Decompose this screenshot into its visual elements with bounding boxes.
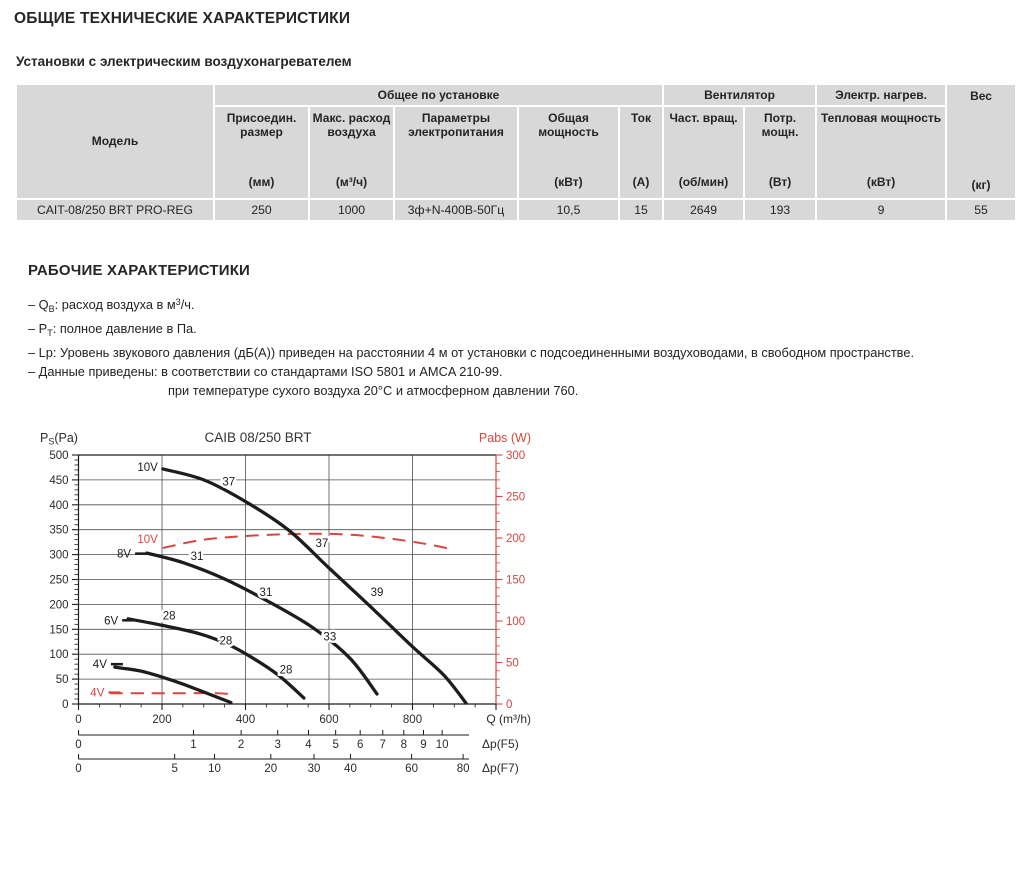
speed-label-4V: 4V [92,659,107,672]
dp-f5-axis-tick-label: 1 [190,739,197,751]
cell-heat-power: 9 [816,199,946,221]
y-right-tick-label: 200 [506,533,526,545]
x-tick-label: 600 [319,714,339,726]
cell-consumed-power: 193 [744,199,816,221]
weight-unit: (кг) [971,177,991,192]
group-header-unit-total: Общее по установке [214,84,663,106]
col-header-model: Модель [16,84,214,199]
note-line-1: – $P_Т$: полное давление в Па. [28,321,197,338]
fan-curve-4V [115,667,231,702]
noise-level-label: 31 [259,586,273,599]
dp-f5-axis-tick-label: 8 [400,739,407,751]
section-subtitle-electric-heater: Установки с электрическим воздухонагревателем [16,54,352,69]
cell-power-supply: 3ф+N-400В-50Гц [394,199,518,221]
col-header-weight [946,84,1016,199]
y-right-tick-label: 150 [506,574,526,587]
dp-f5-axis-tick-label: 7 [379,739,386,751]
fan-curves-chart [25,425,540,795]
speed-label-power-10V: 10V [137,533,158,546]
y-right-axis-title: Pabs (W) [478,431,531,445]
speed-label-8V: 8V [117,548,132,561]
cell-weight: 55 [946,199,1016,221]
dp-f5-axis-title: Δp(F5) [482,737,519,751]
cell-total-power: 10,5 [518,199,619,221]
y-right-tick-label: 300 [506,450,526,462]
y-right-tick-label: 0 [506,699,513,711]
notes-list [28,293,1023,400]
table-row [16,199,1016,221]
note-line-0: – $Q_В$: расход воздуха в $м^3/ч$. [28,297,195,314]
dp-f7-axis-tick-label: 30 [307,763,321,775]
dp-f7-axis-tick-label: 20 [264,763,278,775]
noise-level-label: 28 [219,635,233,648]
dp-f5-axis-tick-label: 10 [435,739,449,751]
y-right-tick-label: 50 [506,657,519,670]
section-title-general: ОБЩИЕ ТЕХНИЧЕСКИЕ ХАРАКТЕРИСТИКИ [14,10,351,27]
cell-current: 15 [619,199,663,221]
col-header-rpm: Част. вращ. (об/мин) [663,106,744,199]
fan-curve-10V [163,469,466,703]
cell-model: CAIT-08/250 BRT PRO-REG [16,199,214,221]
specs-table [15,83,1017,222]
col-header-heat-power: Тепловая мощность (кВт) [816,106,946,199]
dp-f5-axis-tick-label: 0 [75,739,82,751]
y-left-tick-label: 500 [49,450,69,462]
speed-label-10V: 10V [137,461,158,474]
col-header-current: Ток (А) [619,106,663,199]
y-left-tick-label: 100 [49,649,69,662]
x-tick-label: 0 [75,714,82,726]
speed-label-power-4V: 4V [90,687,105,700]
y-right-tick-label: 100 [506,616,526,628]
noise-level-label: 28 [162,610,176,623]
dp-f7-axis-tick-label: 40 [344,763,357,775]
col-header-consumed-power: Потр. мощн. (Вт) [744,106,816,199]
y-left-tick-label: 300 [49,549,69,562]
y-left-axis-title: $P_S(Pa)$ [40,431,78,447]
col-header-connection-size: Присоедин. размер (мм) [214,106,309,199]
y-left-tick-label: 150 [49,624,69,637]
dp-f5-axis-tick-label: 9 [420,739,427,751]
noise-level-label: 39 [370,586,384,599]
x-axis-title: Q (m³/h) [486,712,531,726]
noise-level-label: 31 [190,551,204,564]
y-left-tick-label: 450 [49,474,69,487]
noise-level-label: 28 [279,664,293,677]
chart-title: CAIB 08/250 BRT [204,430,312,445]
group-header-fan: Вентилятор [663,84,816,106]
x-tick-label: 200 [152,714,172,726]
noise-level-label: 33 [323,631,337,644]
noise-level-label: 37 [222,476,236,489]
speed-label-6V: 6V [104,615,119,628]
x-axis [75,704,531,726]
x-tick-label: 800 [402,714,423,726]
section-title-performance: РАБОЧИЕ ХАРАКТЕРИСТИКИ [28,262,251,279]
note-line-4: при температуре сухого воздуха 20°С и атмосферном давлении 760. [168,383,579,398]
y-left-tick-label: 250 [49,574,69,587]
dp-f7-axis-tick-label: 80 [456,763,470,775]
y-right-tick-label: 250 [506,491,526,504]
cell-max-airflow: 1000 [309,199,394,221]
y-right-axis [496,450,525,711]
dp-f5-axis [75,730,518,751]
dp-f7-axis [75,754,518,775]
dp-f5-axis-tick-label: 2 [237,739,245,751]
performance-chart [25,425,540,795]
y-left-tick-label: 350 [49,524,69,537]
noise-labels [163,476,384,676]
dp-f7-axis-tick-label: 5 [171,763,178,775]
dp-f7-axis-tick-label: 10 [208,763,221,775]
fan-curve-8V [147,553,377,694]
dp-f7-axis-tick-label: 60 [405,763,418,775]
note-line-3: – Данные приведены: в соответствии со стандартами ISO 5801 и AMCA 210-99. [28,364,503,379]
noise-level-label: 37 [315,538,329,551]
group-header-heater: Электр. нагрев. [816,84,946,106]
y-left-tick-label: 50 [55,674,69,687]
cell-rpm: 2649 [663,199,744,221]
dp-f5-axis-tick-label: 4 [305,739,312,751]
fan-curve-6V [128,619,304,698]
y-left-tick-label: 200 [49,599,69,612]
note-line-2: – Lp: Уровень звукового давления (дБ(А)) приведен на расстоянии 4 м от установки с подсоединенными воздуховодами, в свободном пространстве. [28,345,915,360]
weight-label: Вес [970,89,992,103]
dp-f5-axis-tick-label: 6 [356,739,364,751]
dp-f5-axis-tick-label: 5 [332,739,339,751]
dp-f7-axis-title: Δp(F7) [482,761,519,775]
col-header-max-airflow: Макс. расход воздуха (м³/ч) [309,106,394,199]
col-header-power-supply: Параметры электропитания [394,106,518,199]
y-left-tick-label: 400 [49,499,69,512]
y-left-tick-label: 0 [62,699,69,711]
x-tick-label: 400 [235,714,256,726]
y-left-axis [49,450,78,711]
speed-labels [90,462,158,699]
dp-f7-axis-tick-label: 0 [75,763,82,775]
dp-f5-axis-tick-label: 3 [274,739,281,751]
cell-connection-size: 250 [214,199,309,221]
col-header-total-power: Общая мощность (кВт) [518,106,619,199]
